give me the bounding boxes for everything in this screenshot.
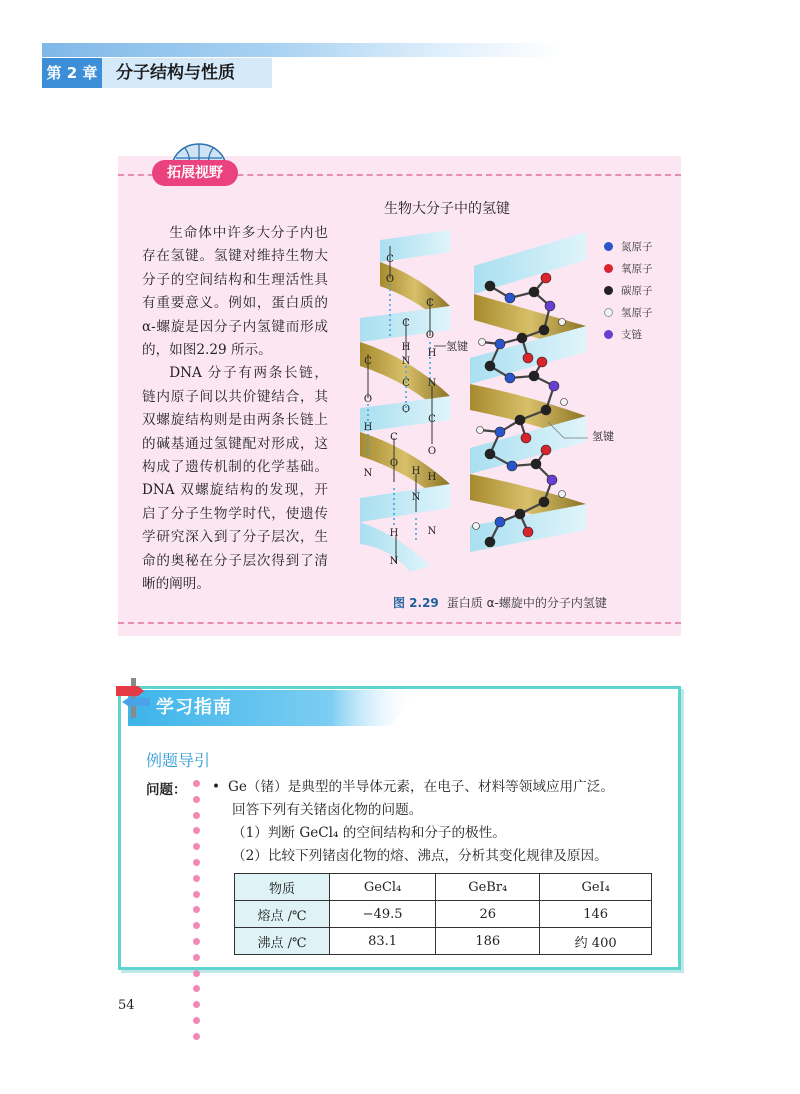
right-helix-ribbon [470, 232, 586, 552]
table-header-cell: GeCl₄ [330, 874, 436, 901]
extension-bottom-divider [118, 622, 681, 624]
atom-label: C [426, 298, 434, 309]
header-decor-strip [42, 43, 562, 57]
atom-label: O [427, 446, 437, 457]
chapter-title: 分子结构与性质 [116, 63, 235, 83]
legend-carbon-icon [604, 286, 613, 295]
table-header-row [235, 874, 652, 901]
question-line: （2）比较下列锗卤化物的熔、沸点，分析其变化规律及原因。 [232, 848, 608, 864]
atom-label: C [402, 378, 410, 389]
atom-label: H [427, 472, 437, 483]
legend-item-carbon: 碳原子 [604, 284, 653, 298]
atom-label: H [427, 348, 437, 359]
protein-helix-illustration [350, 226, 596, 582]
atom-label: O [401, 404, 411, 415]
atom-label: N [427, 378, 437, 389]
atom-label: C [428, 414, 436, 425]
signpost-icon [114, 676, 154, 720]
extension-paragraph: DNA 分子有两条长链，链内原子间以共价键结合，其双螺旋结构则是由两条长链上的碱基通过氢键配对形成，这构成了遗传机制的化学基础。DNA 双螺旋结构的发现，开启了分子生物学时代，使遗传学研究深入到了分子层次，生命的奥秘在分子层次得到了清晰的阐明。 [142, 365, 328, 593]
legend-item-oxygen: 氧原子 [604, 262, 653, 276]
table-cell: 83.1 [330, 928, 436, 955]
atom-label: N [363, 468, 373, 479]
legend-item-nitrogen: 氮原子 [604, 240, 653, 254]
left-helix-ribbon [360, 230, 450, 572]
chapter-badge: 第 2 章 [42, 58, 102, 88]
question-line: （1）判断 GeCl₄ 的空间结构和分子的极性。 [232, 825, 506, 841]
question-body [214, 776, 660, 868]
table-row [235, 928, 652, 955]
table-cell: −49.5 [330, 901, 436, 928]
atom-label: C [364, 356, 372, 367]
table-cell: 约 400 [540, 928, 652, 955]
atom-label: O [385, 274, 395, 285]
atom-label: N [389, 556, 399, 567]
table-cell: 146 [540, 901, 652, 928]
atom-label: H [389, 528, 399, 539]
study-guide-title: 学习指南 [156, 697, 232, 718]
figure-caption-number: 图 2.29 [393, 596, 439, 610]
extension-tag: 拓展视野 [152, 160, 238, 186]
legend-nitrogen-icon [604, 242, 613, 251]
atom-label: C [390, 432, 398, 443]
atom-label: O [425, 330, 435, 341]
atom-label: H [363, 422, 373, 433]
table-cell: 熔点 /℃ [235, 901, 330, 928]
figure-title: 生物大分子中的氢键 [384, 201, 510, 217]
figure-caption [393, 594, 607, 611]
example-heading: 例题导引 [146, 751, 211, 770]
table-cell: 沸点 /℃ [235, 928, 330, 955]
table-cell: 186 [436, 928, 540, 955]
table-row [235, 901, 652, 928]
question-label: 问题： [146, 782, 187, 798]
atom-label: N [401, 356, 411, 367]
page-number: 54 [118, 998, 135, 1013]
figure-caption-text: 蛋白质 α-螺旋中的分子内氢键 [446, 596, 607, 610]
legend-item-side-chain: 支链 [604, 328, 642, 342]
atom-label: O [363, 394, 373, 405]
atom-label: H [401, 342, 411, 353]
question-line: • Ge（锗）是典型的半导体元素，在电子、材料等领域应用广泛。 [214, 776, 660, 799]
table-cell: 26 [436, 901, 540, 928]
atom-label: O [389, 458, 399, 469]
table-header-cell: GeI₄ [540, 874, 652, 901]
atom-label: N [411, 492, 421, 503]
question-line: 回答下列有关锗卤化物的问题。 [232, 802, 423, 818]
table-header-cell: 物质 [235, 874, 330, 901]
atom-label: C [386, 254, 394, 265]
legend-hydrogen-icon [604, 308, 613, 317]
germanium-halide-table [234, 873, 652, 955]
atom-label: N [427, 526, 437, 537]
atom-label: C [402, 318, 410, 329]
atom-label: H [411, 466, 421, 477]
legend-item-hydrogen: 氢原子 [604, 306, 653, 320]
legend-oxygen-icon [604, 264, 613, 273]
legend-side-chain-icon [604, 330, 613, 339]
decorative-dot-column [193, 780, 203, 1049]
table-header-cell: GeBr₄ [436, 874, 540, 901]
hbond-label: 氢键 [592, 430, 614, 443]
hbond-label: 氢键 [446, 340, 468, 353]
extension-text [142, 222, 328, 597]
extension-paragraph: 生命体中许多大分子内也存在氢键。氢键对维持生物大分子的空间结构和生理活性具有重要意义。例如，蛋白质的α-螺旋是因分子内氢键而形成的，如图2.29 所示。 [142, 225, 328, 359]
